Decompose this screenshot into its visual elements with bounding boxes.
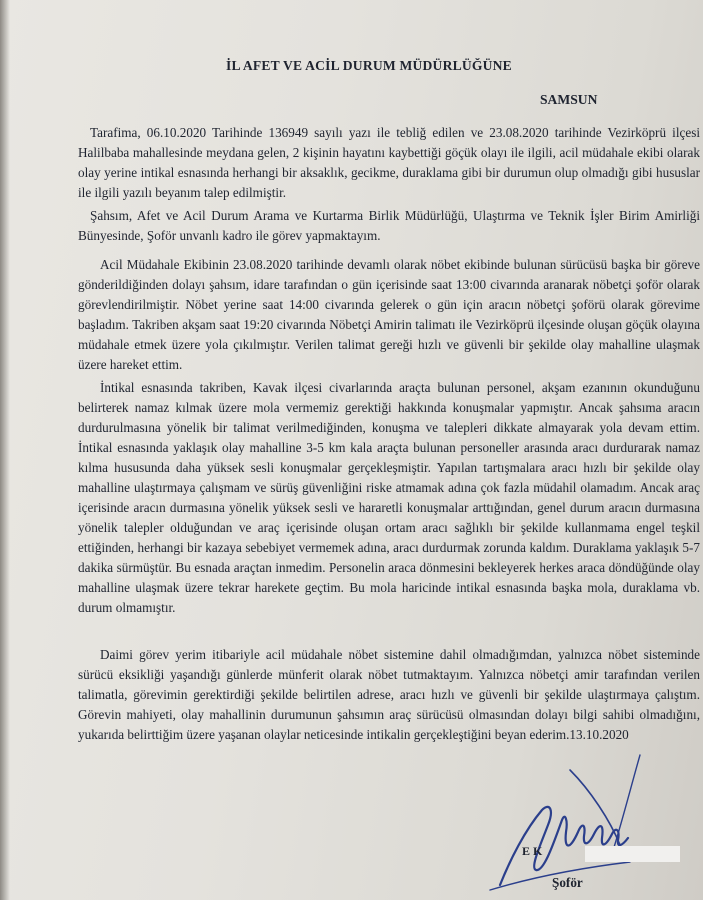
paragraph-2: Şahsım, Afet ve Acil Durum Arama ve Kurtarma Birlik Müdürlüğü, Ulaştırma ve Teknik İşler Birim Amirliği Bünyesinde, Şoför unvanlı kadro ile görev yapmaktayım.: [78, 208, 700, 243]
page-edge-shadow: [0, 0, 10, 900]
paragraph-5: Daimi görev yerim itibariyle acil müdahale nöbet sistemine dahil olmadığımdan, yalnızca nöbet sisteminde sürücü eksikliği yaşandığı günlerde münferit olarak nöbet tutmaktayım. Yalnızca nöbetçi amir tarafından verilen talimatla, görevimin gerektirdiği şekilde belirtilen adrese, aracı hızlı ve güvenli bir şekilde ulaştırmaya çalıştım. Görevin mahiyeti, olay mahallinin durumunun şahsımın araç sürücüsü olmasından dolayı bilgi sahibi olmadığını, yukarıda belirttiğim üzere yaşanan olaylar neticesinde intikalin gerçekleştiğini beyan ederim.13.10.2020: [78, 647, 700, 742]
paragraph-4: İntikal esnasında takriben, Kavak ilçesi civarlarında araçta bulunan personel, akşam ezanının okunduğunu belirterek namaz kılmak üzere mola vermemiz gerektiği hakkında konuşmalar yapmıştır. Ancak şahsıma aracın durdurulmasına yönelik bir talimat verilmediğinden, konuşma ve talepleri dikkate almayarak yola devam ettim. İntikal esnasında yaklaşık olay mahalline 3-5 km kala araçta bulunan personeller arasında aracı durdurarak namaz kılma hususunda daha yüksek sesli konuşmalar gerçekleşmiştir. Yapılan tartışmalara aracı hızlı bir şekilde olay mahalline ulaştırmaya çalışmam ve sürüş güvenliğini riske atmamak adına çok fazla müdahil olamadım. Ancak araç içerisinde aracın durmasına yönelik yüksek sesli ve hararetli konuşmalar arttığından, genel durum aracın durmasına yönelik talepler olduğundan ve araç içerisinde oluşan ortam aracı sağlıklı bir şekilde kullanmama engel teşkil ettiğinden, herhangi bir kazaya sebebiyet vermemek adına, aracı durdurmak zorunda kaldım. Duraklama yaklaşık 5-7 dakika sürmüştür. Bu esnada araçtan inmedim. Personelin araca dönmesini bekleyerek herkes araca döndüğünde olay mahalline ulaşmak üzere tekrar harekete geçtim. Bu mola haricinde intikal esnasında başka mola, duraklama vb. durum olmamıştır.: [78, 380, 700, 615]
handwritten-signature: [470, 750, 700, 900]
paragraph-1: Tarafima, 06.10.2020 Tarihinde 136949 sayılı yazı ile tebliğ edilen ve 23.08.2020 tarihinde Vezirköprü ilçesi Halilbaba mahallesinde meydana gelen, 2 kişinin hayatını kaybettiği göçük olayı ile ilgili, acil müdahale ekibi olarak olay yerine intikal esnasında herhangi bir aksaklık, gecikme, duraklama gibi bir durumun olup olmadığı gibi hususlar ile ilgili yazılı beyanım talep edilmiştir.: [78, 125, 700, 200]
signer-title: Şoför: [552, 875, 583, 890]
document-heading: İL AFET VE ACİL DURUM MÜDÜRLÜĞÜNE: [226, 58, 512, 73]
signature-block: [470, 750, 700, 900]
signer-name: E K: [522, 844, 543, 858]
redaction-box: [585, 846, 680, 862]
paragraph-3: Acil Müdahale Ekibinin 23.08.2020 tarihinde devamlı olarak nöbet ekibinde bulunan sürücüsü başka bir göreve gönderildiğinden dolayı şahsım, idare tarafından o gün içerisinde saat 13:00 civarında aranarak nöbetçi şoför olarak görevlendirilmiştir. Nöbet yerine saat 14:00 civarında gelerek o gün için aracın nöbetçi şoförü olarak görevime başladım. Takriben akşam saat 19:20 civarında Nöbetçi Amirin talimatı ile Vezirköprü ilçesinde oluşan göçük olayına müdahale etmek üzere yola çıkılmıştır. Verilen talimat gereği hızlı ve güvenli bir şekilde olay mahalline ulaşmak üzere hareket ettim.: [78, 257, 700, 372]
document-city: SAMSUN: [540, 92, 598, 107]
